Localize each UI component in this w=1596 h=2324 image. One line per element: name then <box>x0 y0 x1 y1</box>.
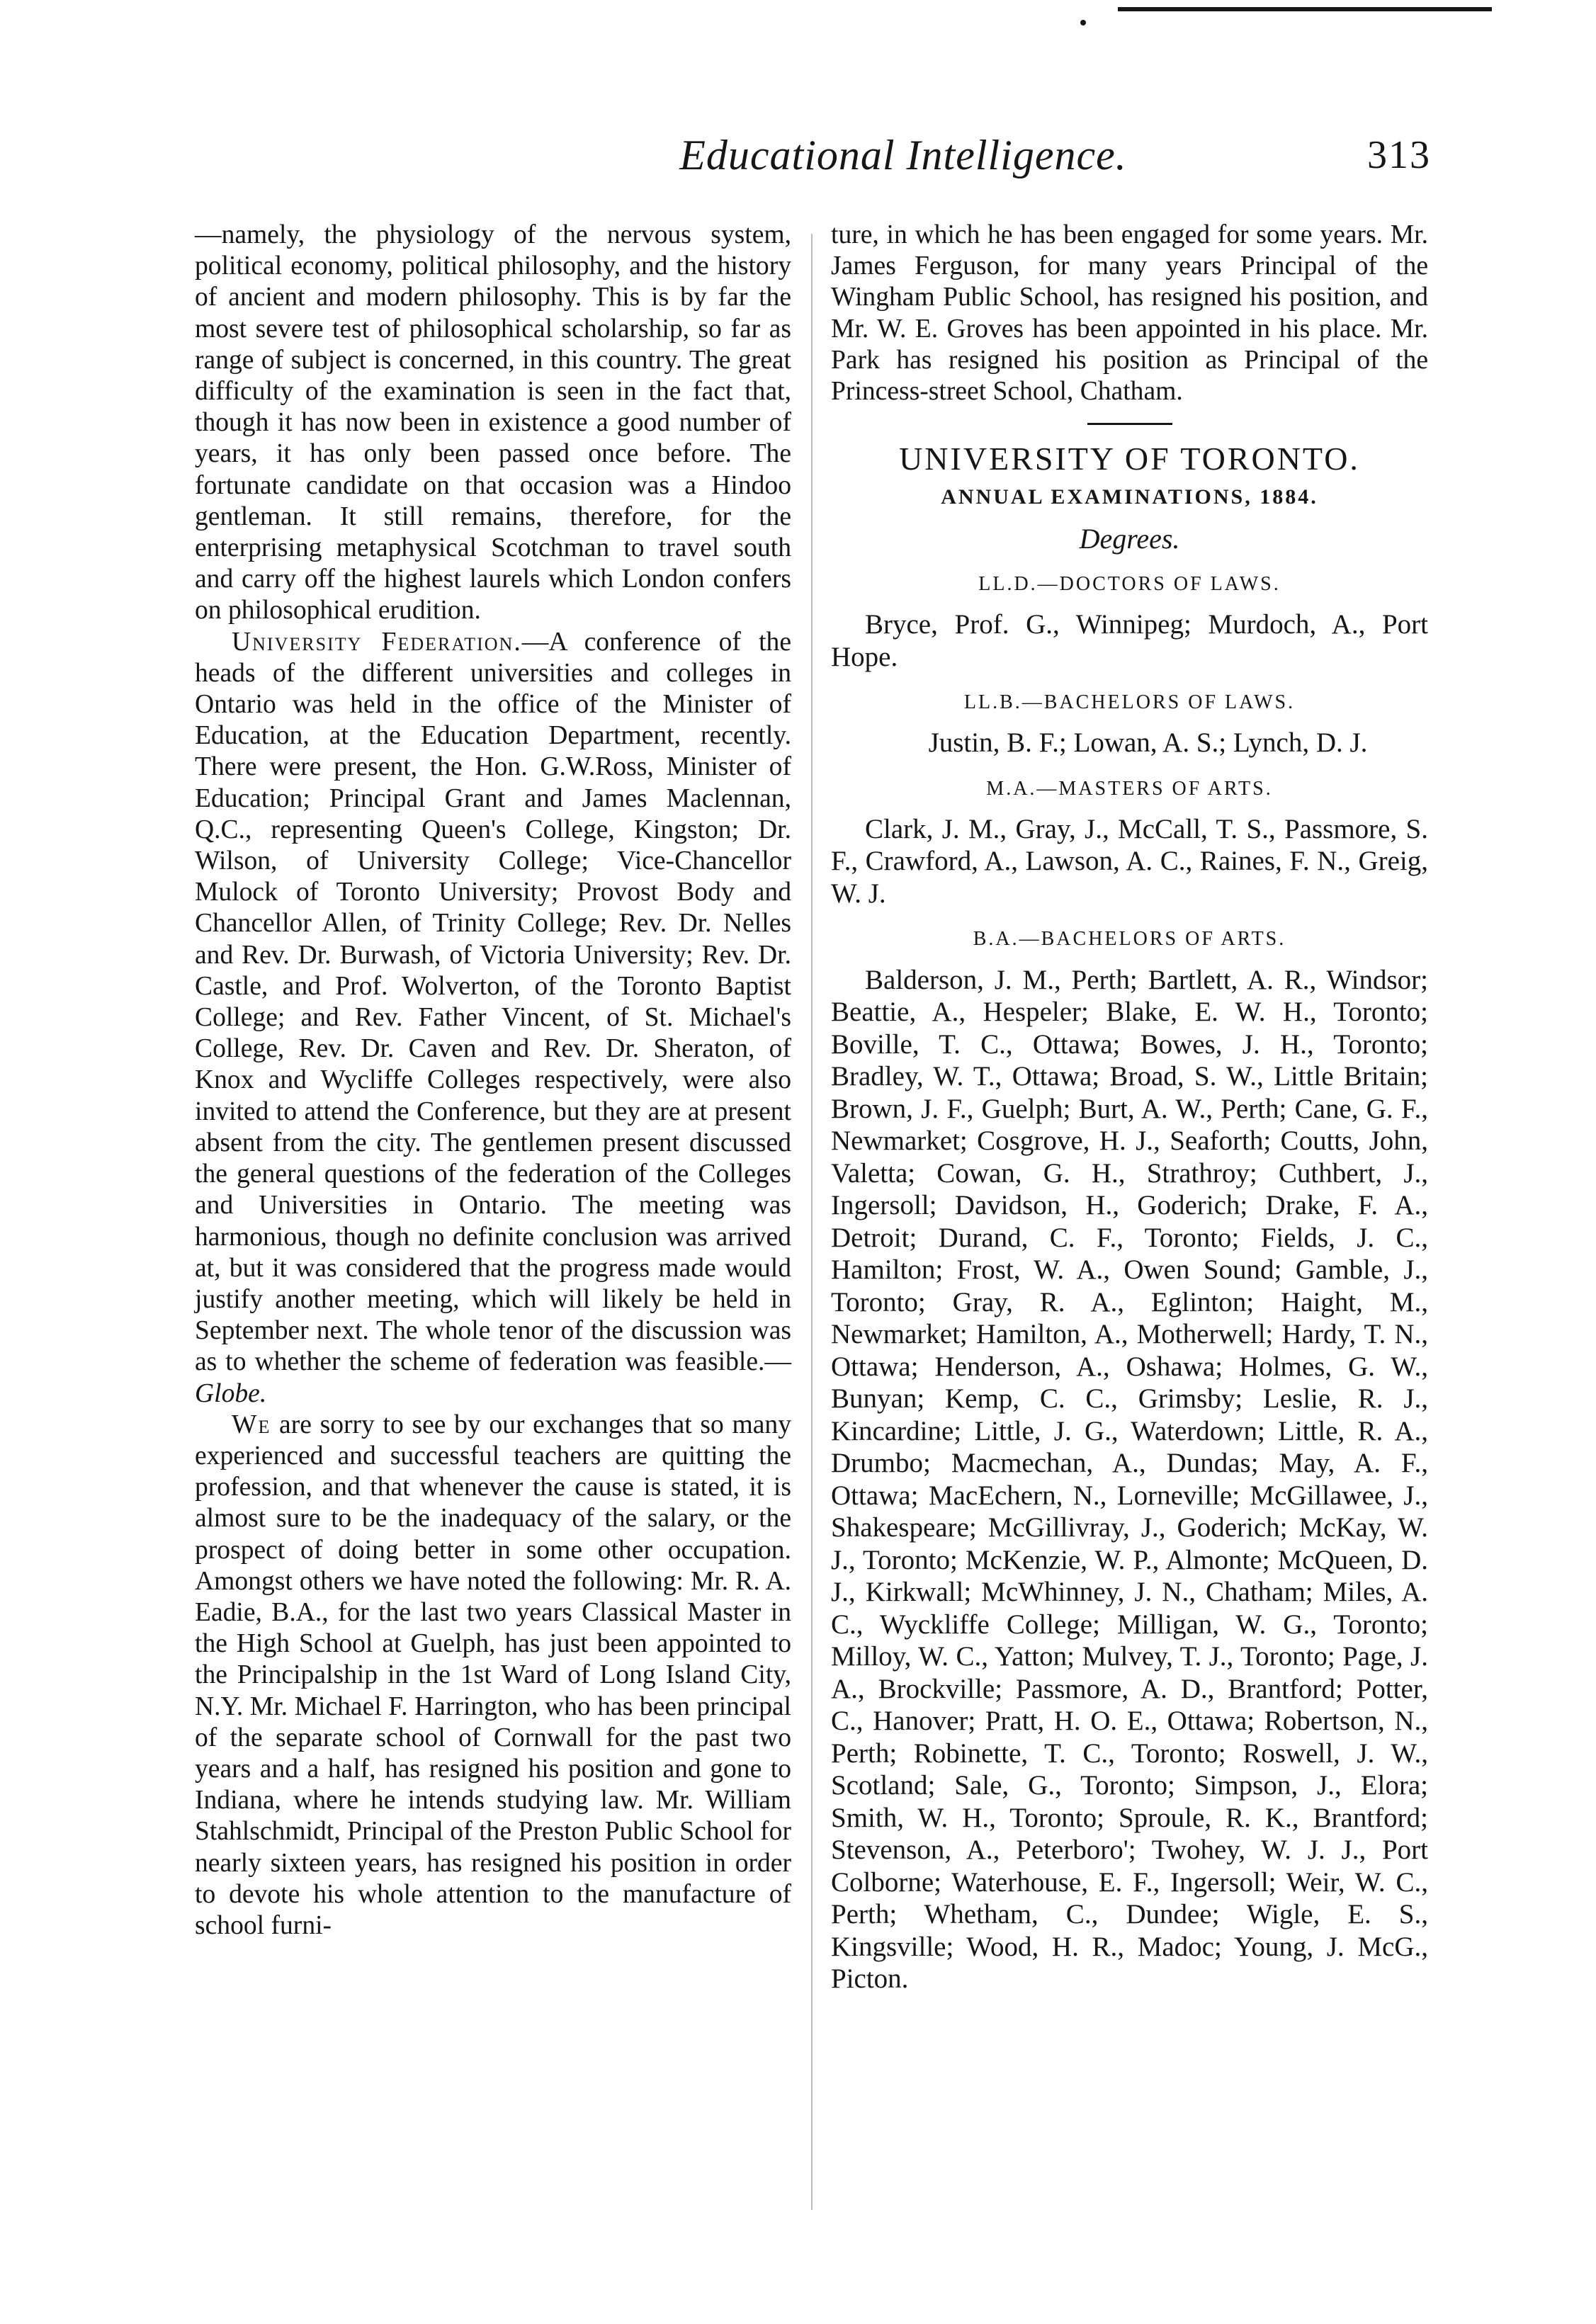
lld-list: Bryce, Prof. G., Winnipeg; Murdoch, A., Port Hope. <box>831 609 1428 672</box>
llb-list: Justin, B. F.; Lowan, A. S.; Lynch, D. J. <box>928 727 1368 759</box>
left-column <box>195 220 791 1942</box>
ma-list: Clark, J. M., Gray, J., McCall, T. S., Passmore, S. F., Crawford, A., Lawson, A. C., Raines, F. N., Greig, W. J. <box>831 813 1428 909</box>
page-header <box>191 131 1431 195</box>
paragraph-teachers-quitting <box>195 1410 791 1942</box>
column-separator <box>811 234 813 2210</box>
ba-heading: B.A.—BACHELORS OF ARTS. <box>973 928 1286 951</box>
llb-heading: LL.B.—BACHELORS OF LAWS. <box>963 691 1296 714</box>
page-number: 313 <box>1367 133 1431 177</box>
running-title: Educational Intelligence. <box>679 132 1127 178</box>
lld-heading: LL.D.—DOCTORS OF LAWS. <box>978 572 1281 595</box>
paragraph-continued: ture, in which he has been engaged for some years. Mr. James Ferguson, for many years Principal of the Wingham Public School, has resigned his position, and Mr. W. E. Groves has been appointed in his place. Mr. Park has resigned his position as Principal of the Princess-street School, Chatham. <box>831 220 1428 407</box>
paragraph-teachers-quitting-body: are sorry to see by our exchanges that so many experienced and successful teachers are quitting the profession, and that whenever the cause is stated, it is almost sure to be the inadequacy of the salary, or the prospect of doing better in some other occupation. Amongst others we have noted the following: Mr. R. A. Eadie, B.A., for the last two years Classical Master in the High School at Guelph, has just been appointed to the Principalship in the 1st Ward of Long Island City, N.Y. Mr. Michael F. Harrington, who has been principal of the separate school of Cornwall for the past two years and a half, has resigned his position and gone to Indiana, where he intends studying law. Mr. William Stahlschmidt, Principal of the Preston Public School for nearly sixteen years, has resigned his position in order to devote his whole attention to the manufacture of school furni- <box>195 1410 791 1940</box>
annual-examinations-heading: ANNUAL EXAMINATIONS, 1884. <box>941 485 1318 509</box>
ma-heading: M.A.—MASTERS OF ARTS. <box>986 777 1273 800</box>
section-lead-university-federation: University Federation. <box>232 627 522 657</box>
paragraph-philosophy-exam: —namely, the physiology of the nervous system, political economy, political philosophy, and the history of ancient and modern philosophy. This is by far the most severe test of philosophical scholarship, so far as range of subject is concerned, in this country. The great difficulty of the examination is seen in the fact that, though it has now been in existence a good number of years, it has only been passed once before. The fortunate candidate on that occasion was a Hindoo gentleman. It still remains, therefore, for the enterprising metaphysical Scotchman to travel south and carry off the highest laurels which London confers on philosophical erudition. <box>195 220 791 625</box>
printer-dot <box>1080 20 1086 25</box>
source-globe: Globe. <box>195 1378 267 1408</box>
degrees-heading: Degrees. <box>1079 522 1180 555</box>
university-heading: UNIVERSITY OF TORONTO. <box>899 441 1360 477</box>
paragraph-university-federation <box>195 627 791 1410</box>
section-divider <box>1087 423 1172 425</box>
ba-list: Balderson, J. M., Perth; Bartlett, A. R., Windsor; Beattie, A., Hespeler; Blake, E. W. H., Toronto; Boville, T. C., Ottawa; Bowes, J. H., Toronto; Bradley, W. T., Ottawa; Broad, S. W., Little Britain; Brown, J. F., Guelph; Burt, A. W., Perth; Cane, G. F., Newmarket; Cosgrove, H. J., Seaforth; Coutts, John, Valetta; Cowan, G. H., Strathroy; Cuthbert, J., Ingersoll; Davidson, H., Goderich; Drake, F. A., Detroit; Durand, C. F., Toronto; Fields, J. C., Hamilton; Frost, W. A., Owen Sound; Gamble, J., Toronto; Gray, R. A., Eglinton; Haight, M., Newmarket; Hamilton, A., Motherwell; Hardy, T. N., Ottawa; Henderson, A., Oshawa; Holmes, G. W., Bunyan; Kemp, C. C., Grimsby; Leslie, R. J., Kincardine; Little, J. G., Waterdown; Little, R. A., Drumbo; Macmechan, A., Dundas; May, A. F., Ottawa; MacEchern, N., Lorneville; McGillawee, J., Shakespeare; McGillivray, J., Goderich; McKay, W. J., Toronto; McKenzie, W. P., Almonte; McQueen, D. J., Kirkwall; McWhinney, J. N., Chatham; Miles, A. C., Wyckliffe College; Milligan, W. G., Toronto; Milloy, W. C., Yatton; Mulvey, T. J., Toronto; Page, J. A., Brockville; Passmore, A. D., Brantford; Potter, C., Hanover; Pratt, H. O. E., Ottawa; Robertson, N., Perth; Robinette, T. C., Toronto; Roswell, J. W., Scotland; Sale, G., Toronto; Simpson, J., Elora; Smith, W. H., Toronto; Sproule, R. K., Brantford; Stevenson, A., Peterboro'; Twohey, W. J. J., Port Colborne; Waterhouse, E. F., Ingersoll; Weir, W. C., Perth; Whetham, C., Dundee; Wigle, E. S., Kingsville; Wood, H. R., Madoc; Young, J. McG., Picton. <box>831 964 1428 1995</box>
top-rule <box>1118 7 1492 11</box>
paragraph-university-federation-body: —A conference of the heads of the different universities and colleges in Ontario was held in the office of the Minister of Education, at the Education Department, recently. There were present, the Hon. G.W.Ross, Minister of Education; Principal Grant and James Maclennan, Q.C., representing Queen's College, Kingston; Dr. Wilson, of University College; Vice-Chancellor Mulock of Toronto University; Provost Body and Chancellor Allen, of Trinity College; Rev. Dr. Nelles and Rev. Dr. Burwash, of Victoria University; Rev. Dr. Castle, and Prof. Wolverton, of the Toronto Baptist College; and Rev. Father Vincent, of St. Michael's College, Rev. Dr. Caven and Rev. Dr. Sheraton, of Knox and Wycliffe Colleges respectively, were also invited to attend the Conference, but they are at present absent from the city. The gentlemen present discussed the general questions of the federation of the Colleges and Universities in Ontario. The meeting was harmonious, though no definite conclusion was arrived at, but it was considered that the progress made would justify another meeting, which will likely be held in September next. The whole tenor of the discussion was as to whether the scheme of federation was feasible.— <box>195 627 792 1377</box>
right-column <box>831 220 1428 1995</box>
paragraph-lead-we: We <box>232 1410 271 1439</box>
